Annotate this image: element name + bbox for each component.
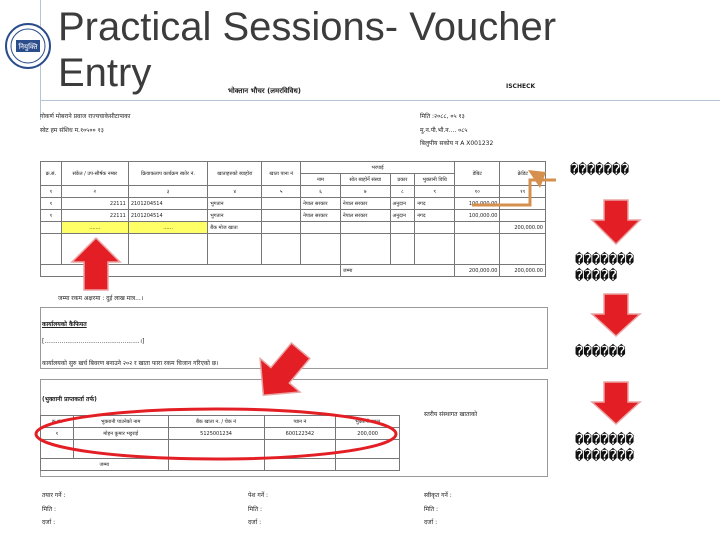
office-line: गोकर्ण मोबराने प्रवाज राज्यचाकेसीटापाका <box>40 113 131 120</box>
cell-code[interactable]: 22111 <box>61 210 128 222</box>
bill-number-line: बिलुपीय सकोय न A X001232 <box>420 140 494 147</box>
payee-empty-row <box>41 440 400 459</box>
amount-in-words: जम्मा रकम अक्षरमा : दुई लाख मात्र...। <box>58 295 144 302</box>
cell-debit[interactable] <box>455 222 500 234</box>
payee-col-sn: क्र.सं. <box>41 416 74 428</box>
cell-method[interactable]: नगद <box>415 210 455 222</box>
index-cell: ६ <box>301 186 341 198</box>
cell-debit[interactable]: 100,000.00 <box>455 198 500 210</box>
cell-credit[interactable] <box>500 198 546 210</box>
index-cell: ४ <box>208 186 262 198</box>
down-arrow-3-icon <box>592 382 640 424</box>
col-header-description: खाताहरुको ब्याहोरा <box>208 162 262 186</box>
cell-code[interactable]: 22111 <box>61 198 128 210</box>
payee-col-pan: प्यान नं <box>264 416 336 428</box>
col-header-page: खाता पाना नं <box>262 162 301 186</box>
col-header-method: भुक्तानी विधि <box>415 174 455 186</box>
cell-method[interactable]: नगद <box>415 198 455 210</box>
payee-cell-amount[interactable]: 200,000 <box>336 428 400 440</box>
cell-page[interactable] <box>262 198 301 210</box>
down-arrow-1-icon <box>592 200 640 244</box>
logo-text: नियुक्ति <box>18 43 38 51</box>
signature-submitted-role: पेश गर्ने : <box>248 492 269 499</box>
signature-approved-post: दर्जा : <box>424 519 438 526</box>
voucher-heading: भोक्तान भौचर (लमरविविध) <box>228 87 301 95</box>
office-remarks-line[interactable]: [..................................................।] <box>42 338 145 345</box>
table-row <box>41 210 546 222</box>
total-credit: 200,000.00 <box>500 265 546 277</box>
cell-type[interactable]: अनुदान <box>390 210 415 222</box>
col-header-type: प्रकार <box>390 174 415 186</box>
cell-description[interactable]: भुगतान <box>208 198 262 210</box>
payee-cell-account[interactable]: 5125001234 <box>168 428 264 440</box>
office-remarks-title: कार्यालयको कैफियत <box>42 321 87 328</box>
payee-section-title: (भुक्तानी प्राप्तकर्ता तर्फ) <box>42 396 97 403</box>
voucher-table <box>40 161 546 277</box>
cell-debit[interactable]: 100,000.00 <box>455 210 500 222</box>
col-header-code: संकेत / उप-सीर्षक नम्बर <box>61 162 128 186</box>
cell-activity-highlight[interactable]: ...... <box>128 222 207 234</box>
cell-sn: १ <box>41 198 62 210</box>
payee-cell-pan[interactable]: 600122342 <box>264 428 336 440</box>
cell-page[interactable] <box>262 222 301 234</box>
payee-total-row <box>41 459 400 471</box>
cell-sn: १ <box>41 210 62 222</box>
table-header-row <box>41 162 546 174</box>
col-header-credit: क्रेडिट <box>500 162 546 186</box>
index-cell: १० <box>455 186 500 198</box>
col-header-activity: क्रियाकलाप कार्यक्रम स्कोर नं. <box>128 162 207 186</box>
office-remarks-note: कार्यालयको सुरु खर्च बिवरण बनाउने २०२ र खाता फारा रकम चिजान गरिएको छ। <box>42 360 219 367</box>
cell-source[interactable]: नेपाल सरकार <box>340 210 390 222</box>
table-row-bank <box>41 222 546 234</box>
index-cell: ७ <box>340 186 390 198</box>
index-cell: २ <box>61 186 128 198</box>
date-line: मिति :२०८८, ०५ १३ <box>420 113 465 120</box>
step-label-2: ������� ����� <box>575 252 635 284</box>
cell-code-highlight[interactable]: ....... <box>61 222 128 234</box>
col-header-source: सोत ब्यहोर्ने संस्था <box>340 174 390 186</box>
col-header-debit: डेबिट <box>455 162 500 186</box>
signature-approved-date: मिति : <box>424 506 439 513</box>
col-header-name: नाम <box>301 174 341 186</box>
form-number: ISCHECK <box>506 83 536 90</box>
col-header-receipt: भरपाई <box>301 162 455 174</box>
col-header-sn: क्र.सं. <box>41 162 62 186</box>
cell-name[interactable] <box>301 222 341 234</box>
table-total-row <box>41 265 546 277</box>
cell-page[interactable] <box>262 210 301 222</box>
cell-method[interactable] <box>415 222 455 234</box>
cell-type[interactable] <box>390 222 415 234</box>
payee-col-name: भुक्तानी पाउनेको नाम <box>73 416 168 428</box>
signature-prepared-date: मिति : <box>42 506 57 513</box>
voucher-number-line: मु.न.पी.भौ.न.... ०८५ <box>420 127 468 134</box>
step-label-4: ������� ������� <box>575 432 635 464</box>
table-index-row <box>41 186 546 198</box>
reference-line: स्वेट हम संशिध म.१०५०० १३ <box>40 127 104 134</box>
down-arrow-2-icon <box>592 294 640 336</box>
payee-col-amount: भुक्तानी रकम <box>336 416 400 428</box>
step-label-3: ������ <box>575 344 626 360</box>
cell-activity[interactable]: 2101204514 <box>128 198 207 210</box>
payee-side-label: स्तरीय संस्थागत खाताको <box>424 411 478 418</box>
table-row-empty <box>41 234 546 265</box>
payee-table <box>40 415 400 471</box>
cell-activity[interactable]: 2101204514 <box>128 210 207 222</box>
signature-approved-role: स्वीकृत गर्ने : <box>424 492 452 499</box>
index-cell: १ <box>41 186 62 198</box>
cell-credit[interactable]: 200,000.00 <box>500 222 546 234</box>
table-row <box>41 198 546 210</box>
cell-sn <box>41 222 62 234</box>
step-label-1: ������� <box>570 162 630 178</box>
payee-cell-name[interactable]: मोहन कुमार भट्टराई <box>73 428 168 440</box>
voucher-document <box>28 75 548 540</box>
cell-name[interactable]: नेपाल सरकार <box>301 198 341 210</box>
cell-description[interactable]: भुगतान <box>208 210 262 222</box>
cell-name[interactable]: नेपाल सरकार <box>301 210 341 222</box>
title-line-2: Entry <box>58 51 152 95</box>
total-label: जम्मा <box>340 265 454 277</box>
index-cell: ५ <box>262 186 301 198</box>
payee-col-account: बैंक खाता न. / चेक नं <box>168 416 264 428</box>
payee-total-label: जम्मा <box>41 459 169 471</box>
emblem-logo-icon <box>4 22 52 70</box>
payee-cell-sn: १ <box>41 428 74 440</box>
index-cell: ९ <box>415 186 455 198</box>
title-line-1: Practical Sessions- Voucher <box>58 5 557 49</box>
signature-submitted-date: मिति : <box>248 506 263 513</box>
signature-prepared-post: दर्जा : <box>42 519 56 526</box>
table-row <box>41 428 400 440</box>
signature-prepared-role: तयार गर्ने : <box>42 492 66 499</box>
index-cell: ३ <box>128 186 207 198</box>
cell-source[interactable] <box>340 222 390 234</box>
index-cell: ११ <box>500 186 546 198</box>
cell-description[interactable]: बैंक मोज खाता <box>208 222 262 234</box>
cell-credit[interactable] <box>500 210 546 222</box>
index-cell: ८ <box>390 186 415 198</box>
cell-source[interactable]: नेपाल सरकार <box>340 198 390 210</box>
payee-header-row <box>41 416 400 428</box>
total-debit: 200,000.00 <box>455 265 500 277</box>
signature-submitted-post: दर्जा : <box>248 519 262 526</box>
cell-type[interactable]: अनुदान <box>390 198 415 210</box>
